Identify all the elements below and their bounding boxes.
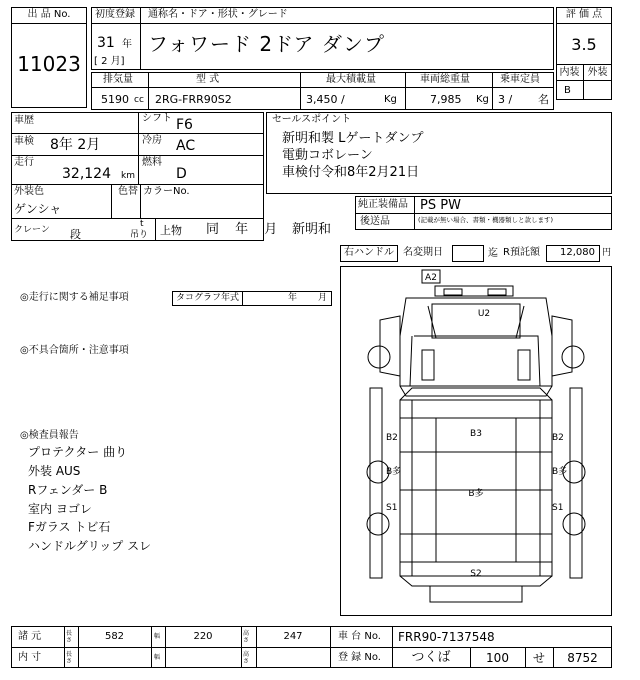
mark-s2: S2 <box>470 569 482 579</box>
height-value: 247 <box>283 631 303 642</box>
defect-notes-label: ◎不具合箇所・注意事項 <box>20 345 129 356</box>
sales-label: セールスポイント <box>272 114 352 125</box>
mark-bmany-center: B多 <box>468 489 484 499</box>
height-label: 高さ <box>243 630 250 644</box>
interior-label: 内装 <box>559 67 580 78</box>
lot-number: 11023 <box>17 52 81 76</box>
mark-a2: A2 <box>425 273 437 283</box>
score-value: 3.5 <box>571 35 597 54</box>
gross-unit: Kg <box>476 94 489 105</box>
color-code-label: 色替 <box>118 186 138 197</box>
shift-label: シフト <box>142 113 172 124</box>
dims-label: 諸 元 <box>18 631 42 642</box>
sales-line-3: 車検付令和8年2月21日 <box>282 165 420 180</box>
name-change-field[interactable] <box>452 245 484 262</box>
shift-value: F6 <box>176 117 193 133</box>
year-number: 31 <box>97 35 115 51</box>
load-unit: Kg <box>384 94 397 105</box>
inspector-line-2: 外装 AUS <box>28 464 81 478</box>
color-value: ゲンシャ <box>14 202 62 216</box>
inspector-line-1: プロテクター 曲り <box>28 445 128 459</box>
inner-height-label: 高さ <box>243 651 250 665</box>
capacity-value: 3 / <box>498 93 513 106</box>
gross-value: 7,985 <box>430 93 462 106</box>
aftermarket-label: 後送品 <box>360 216 390 227</box>
score-label: 評 価 点 <box>565 9 603 20</box>
gross-label: 車両総重量 <box>420 74 470 85</box>
inspector-line-5: Fガラス トビ石 <box>28 520 111 534</box>
color-label: 外装色 <box>14 186 44 197</box>
month-paren: [ 2 月] <box>94 56 125 67</box>
inspector-label: ◎検査員報告 <box>20 430 79 441</box>
disp-value: 5190 <box>101 93 129 106</box>
capacity-unit: 名 <box>538 93 549 106</box>
genuine-value: PS PW <box>420 198 461 213</box>
mark-bmany-left: B多 <box>386 467 402 477</box>
chassis-value: FRR90-7137548 <box>398 630 495 644</box>
mileage-label: 走行 <box>14 157 34 168</box>
yen-unit: 円 <box>602 248 612 258</box>
crane-stage-label: 段 <box>70 228 81 241</box>
sales-line-1: 新明和製 Lゲートダンプ <box>282 131 424 146</box>
mark-s1-right: S1 <box>552 503 564 513</box>
recycle-value: 12,080 <box>560 247 595 258</box>
inner-width-label: 幅 <box>154 654 161 661</box>
length-label: 長さ <box>66 630 73 644</box>
interior-grade: B <box>564 85 571 96</box>
reg-class: 100 <box>486 651 509 665</box>
crane-t-label: t <box>140 219 144 229</box>
tachograph-label: タコグラフ年式 <box>176 293 240 303</box>
model-code: 2RG-FRR90S2 <box>155 93 232 106</box>
mark-b3: B3 <box>470 429 482 439</box>
reg-kana: せ <box>532 651 545 665</box>
type-label: 型 式 <box>196 74 220 85</box>
mileage-value: 32,124 <box>62 166 111 182</box>
crane-label: クレーン <box>14 225 50 235</box>
lot-label: 出 品 No. <box>27 9 71 20</box>
model-label: 通称名・ドア・形状・グレード <box>148 9 288 20</box>
first-reg-label: 初度登録 <box>95 9 135 20</box>
deadline-char: 迄 <box>488 248 498 259</box>
mark-b2-left: B2 <box>386 433 398 443</box>
inspector-line-3: Rフェンダー B <box>28 483 108 497</box>
fuel-label: 燃料 <box>142 157 162 168</box>
chassis-label: 車 台 No. <box>338 631 381 642</box>
recycle-label: R預託額 <box>503 247 540 258</box>
inspection-label: 車検 <box>14 136 34 147</box>
load-label: 最大積載量 <box>326 74 376 85</box>
reg-area: つくば <box>411 650 451 665</box>
mileage-unit: km <box>121 171 135 181</box>
inspector-line-6: ハンドルグリップ スレ <box>28 539 152 553</box>
crane-lift-label: 吊り <box>130 230 149 240</box>
ac-label: 冷房 <box>142 135 162 146</box>
tacho-month-unit: 月 <box>318 293 328 303</box>
reg-number: 8752 <box>567 651 598 665</box>
mark-b2-right: B2 <box>552 433 564 443</box>
exterior-label: 外装 <box>587 67 608 78</box>
load-value: 3,450 / <box>306 93 345 106</box>
mark-s1-left: S1 <box>386 503 398 513</box>
sales-line-2: 電動コボレーン <box>282 148 373 163</box>
capacity-label: 乗車定員 <box>500 74 540 85</box>
inspection-value: 8年 2月 <box>50 137 101 153</box>
inner-dims-label: 内 寸 <box>18 652 42 663</box>
ac-value: AC <box>176 138 196 154</box>
mark-bmany-right: B多 <box>552 467 568 477</box>
color-no-label: カラーNo. <box>143 186 190 197</box>
disp-unit: cc <box>134 95 144 105</box>
history-label: 車歴 <box>14 115 34 126</box>
length-value: 582 <box>104 631 125 642</box>
drive-notes-label: ◎走行に関する補足事項 <box>20 292 129 303</box>
fuel-value: D <box>176 166 187 182</box>
year-unit: 年 <box>122 39 132 50</box>
name-change-label: 名変期日 <box>403 247 443 258</box>
disp-label: 排気量 <box>103 74 133 85</box>
model-name: フォワード 2ドア ダンプ <box>148 32 386 56</box>
bodyframe-maker: 新明和 <box>292 222 332 237</box>
mark-u2: U2 <box>477 309 491 319</box>
bodyframe-value: 同 年 月 <box>206 222 278 237</box>
genuine-label: 純正装備品 <box>358 199 408 210</box>
tacho-year-unit: 年 <box>288 293 298 303</box>
truck-diagram <box>340 266 612 616</box>
width-value: 220 <box>193 631 213 642</box>
inspector-line-4: 室内 ヨゴレ <box>28 502 92 516</box>
aftermarket-note: (記載が無い場合、書類・機器類しと款します) <box>418 216 554 224</box>
width-label: 幅 <box>154 633 161 640</box>
inner-length-label: 長さ <box>66 651 73 665</box>
bodyframe-label: 上物 <box>160 224 182 237</box>
steering-value: 右ハンドル <box>344 247 394 258</box>
reg-label: 登 録 No. <box>338 652 381 663</box>
